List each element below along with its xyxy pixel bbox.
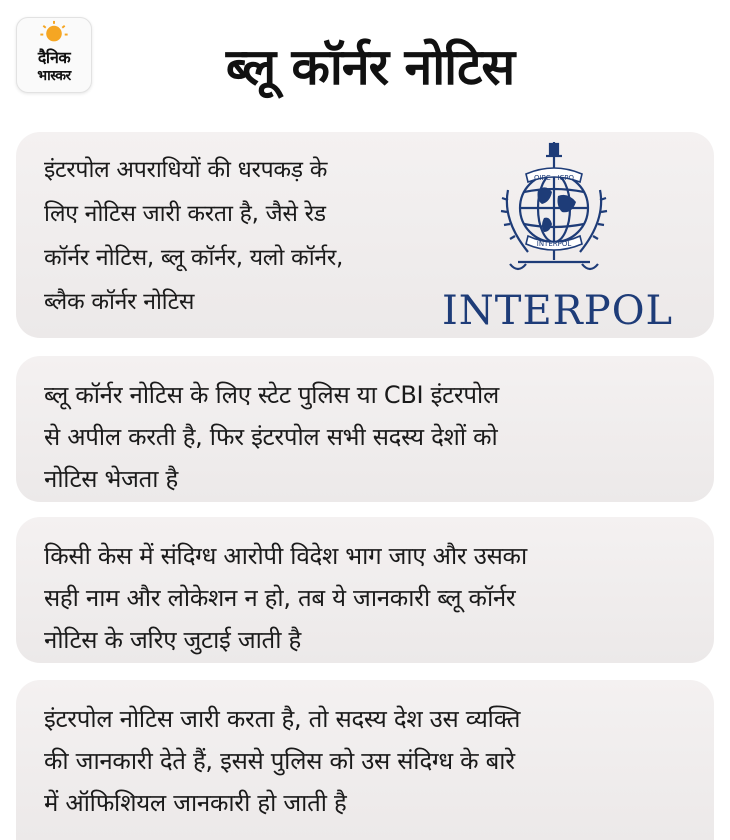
logo-text-bhaskar: भास्कर [37, 68, 71, 84]
card-3-line-2: सही नाम और लोकेशन न हो, तब ये जानकारी ब्लू कॉर्नर [44, 584, 516, 612]
card-3-text [44, 535, 694, 661]
card-4-text [44, 698, 694, 824]
card-4-line-2: की जानकारी देते हैं, इससे पुलिस को उस संदिग्ध के बारे [44, 747, 515, 775]
info-card-3 [16, 517, 714, 663]
dainik-bhaskar-logo [16, 17, 92, 93]
card-4-line-1: इंटरपोल नोटिस जारी करता है, तो सदस्य देश उस व्यक्ति [44, 705, 521, 733]
page-title: ब्लू कॉर्नर नोटिस [225, 38, 515, 96]
info-card-2 [16, 356, 714, 502]
card-2-line-2: से अपील करती है, फिर इंटरपोल सभी सदस्य देशों को [44, 423, 498, 451]
card-1-line-3: कॉर्नर नोटिस, ब्लू कॉर्नर, यलो कॉर्नर, [44, 245, 343, 271]
card-1-line-2: लिए नोटिस जारी करता है, जैसे रेड [44, 201, 326, 227]
card-3-line-3: नोटिस के जरिए जुटाई जाती है [44, 626, 301, 654]
logo-text-dainik: दैनिक [37, 48, 71, 67]
emblem-banner-top: OIPC · ICPO [533, 174, 575, 182]
interpol-emblem-icon [494, 140, 614, 278]
card-1-line-4: ब्लैक कॉर्नर नोटिस [44, 289, 195, 315]
emblem-banner-bottom: INTERPOL [536, 240, 572, 248]
card-4-line-3: में ऑफिशियल जानकारी हो जाती है [44, 789, 347, 817]
card-2-line-1: ब्लू कॉर्नर नोटिस के लिए स्टेट पुलिस या CBI इंटरपोल [44, 381, 499, 409]
card-3-line-1: किसी केस में संदिग्ध आरोपी विदेश भाग जाए और उसका [44, 542, 527, 570]
info-card-4 [16, 680, 714, 840]
card-1-line-1: इंटरपोल अपराधियों की धरपकड़ के [44, 157, 328, 183]
card-2-line-3: नोटिस भेजता है [44, 465, 178, 493]
card-1-text [44, 148, 454, 324]
interpol-wordmark: INTERPOL [442, 288, 674, 334]
card-2-text [44, 374, 694, 500]
